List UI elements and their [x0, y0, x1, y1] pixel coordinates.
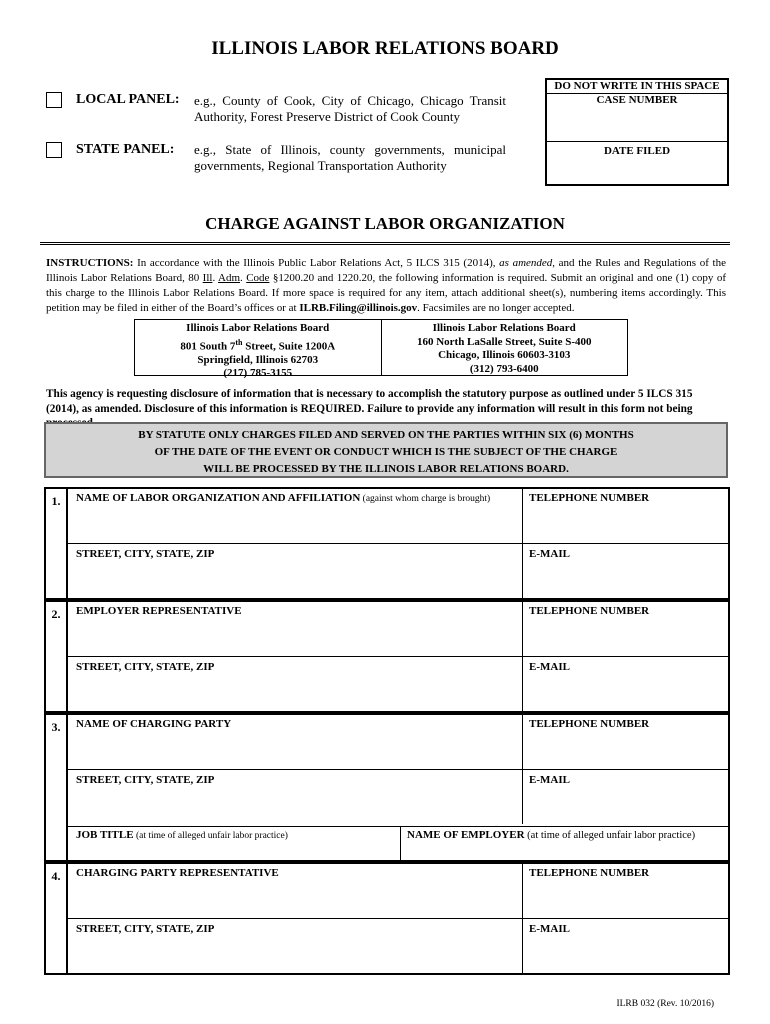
employer-name-field[interactable]: NAME OF EMPLOYER (at time of alleged unfair labor practice) — [407, 829, 696, 841]
telephone-field[interactable]: TELEPHONE NUMBER — [529, 718, 650, 730]
telephone-field[interactable]: TELEPHONE NUMBER — [529, 605, 650, 617]
telephone-field[interactable]: TELEPHONE NUMBER — [529, 492, 650, 504]
form-number: ILRB 032 (Rev. 10/2016) — [616, 999, 714, 1009]
street-field[interactable]: STREET, CITY, STATE, ZIP — [76, 923, 215, 935]
local-panel-checkbox[interactable] — [46, 92, 62, 108]
email-field[interactable]: E-MAIL — [529, 548, 570, 560]
employer-representative-field[interactable]: EMPLOYER REPRESENTATIVE — [76, 605, 242, 617]
state-panel-description: e.g., State of Illinois, county governments, municipal governments, Regional Transportation Authority — [194, 142, 506, 173]
springfield-office: Illinois Labor Relations Board 801 South 7th Street, Suite 1200A Springfield, Illinois 62703 (217) 785-3155 — [180, 322, 336, 380]
local-panel-description: e.g., County of Cook, City of Chicago, Chicago Transit Authority, Forest Preserve District of Cook County — [194, 93, 506, 124]
email-field[interactable]: E-MAIL — [529, 774, 570, 786]
telephone-field[interactable]: TELEPHONE NUMBER — [529, 867, 650, 879]
section-number: 1. — [46, 489, 68, 598]
state-panel-label: STATE PANEL: — [76, 142, 175, 157]
local-panel-label: LOCAL PANEL: — [76, 92, 180, 107]
section-4 — [44, 862, 730, 975]
page-title: ILLINOIS LABOR RELATIONS BOARD — [211, 38, 559, 59]
section-1 — [44, 487, 730, 600]
email-field[interactable]: E-MAIL — [529, 661, 570, 673]
date-filed-label: DATE FILED — [603, 145, 671, 157]
street-field[interactable]: STREET, CITY, STATE, ZIP — [76, 661, 215, 673]
instructions: INSTRUCTIONS: In accordance with the Illinois Public Labor Relations Act, 5 ILCS 315 (2014), as amended, and the Rules and Regulations of the Illinois Labor Relations Board, 80 Ill. Adm. Code §1200.20 and 1220.20, the following information is required. Submit an original and one (1) copy of this charge to the Illinois Labor Relations Board. If more space is required for any item, attach additional sheet(s), numbering items accordingly. This petition may be filed in either of the Board’s offices or at ILRB.Filing@illinois.gov. Facsimiles are no longer accepted. — [46, 257, 726, 314]
section-2 — [44, 600, 730, 713]
section-number: 4. — [46, 864, 68, 973]
office-use-header: DO NOT WRITE IN THIS SPACE — [547, 80, 727, 94]
labor-org-name-field[interactable]: NAME OF LABOR ORGANIZATION AND AFFILIATION (against whom charge is brought) — [76, 492, 491, 504]
street-field[interactable]: STREET, CITY, STATE, ZIP — [76, 548, 215, 560]
case-number-label: CASE NUMBER — [596, 94, 678, 106]
state-panel-checkbox[interactable] — [46, 142, 62, 158]
form-title: CHARGE AGAINST LABOR ORGANIZATION — [205, 214, 565, 233]
chicago-office: Illinois Labor Relations Board 160 North LaSalle Street, Suite S-400 Chicago, Illinois 60603-3103 (312) 793-6400 — [381, 320, 628, 375]
office-use-box — [545, 78, 729, 186]
charging-party-representative-field[interactable]: CHARGING PARTY REPRESENTATIVE — [76, 867, 279, 879]
job-title-field[interactable]: JOB TITLE (at time of alleged unfair labor practice) — [76, 829, 288, 841]
disclosure-notice: This agency is requesting disclosure of information that is necessary to accomplish the statutory purpose as outlined under 5 ILCS 315 (2014), as amended. Disclosure of this information is REQUIRED. Failure to provide any information will result in this form not being — [46, 388, 693, 415]
section-3 — [44, 713, 730, 862]
divider — [40, 242, 730, 245]
section-number: 3. — [46, 715, 68, 860]
charging-party-name-field[interactable]: NAME OF CHARGING PARTY — [76, 718, 232, 730]
street-field[interactable]: STREET, CITY, STATE, ZIP — [76, 774, 215, 786]
statute-notice: BY STATUTE ONLY CHARGES FILED AND SERVED ON THE PARTIES WITHIN SIX (6) MONTHS OF THE DATE OF THE EVENT OR CONDUCT WHICH IS THE SUBJECT OF THE CHARGE WILL BE PROCESSED BY THE ILLINOIS LABOR RELATIONS BOARD. — [44, 422, 728, 478]
section-number: 2. — [46, 602, 68, 711]
filing-email-link[interactable]: ILRB.Filing@illinois.gov — [299, 302, 418, 314]
office-addresses — [134, 319, 628, 380]
email-field[interactable]: E-MAIL — [529, 923, 570, 935]
